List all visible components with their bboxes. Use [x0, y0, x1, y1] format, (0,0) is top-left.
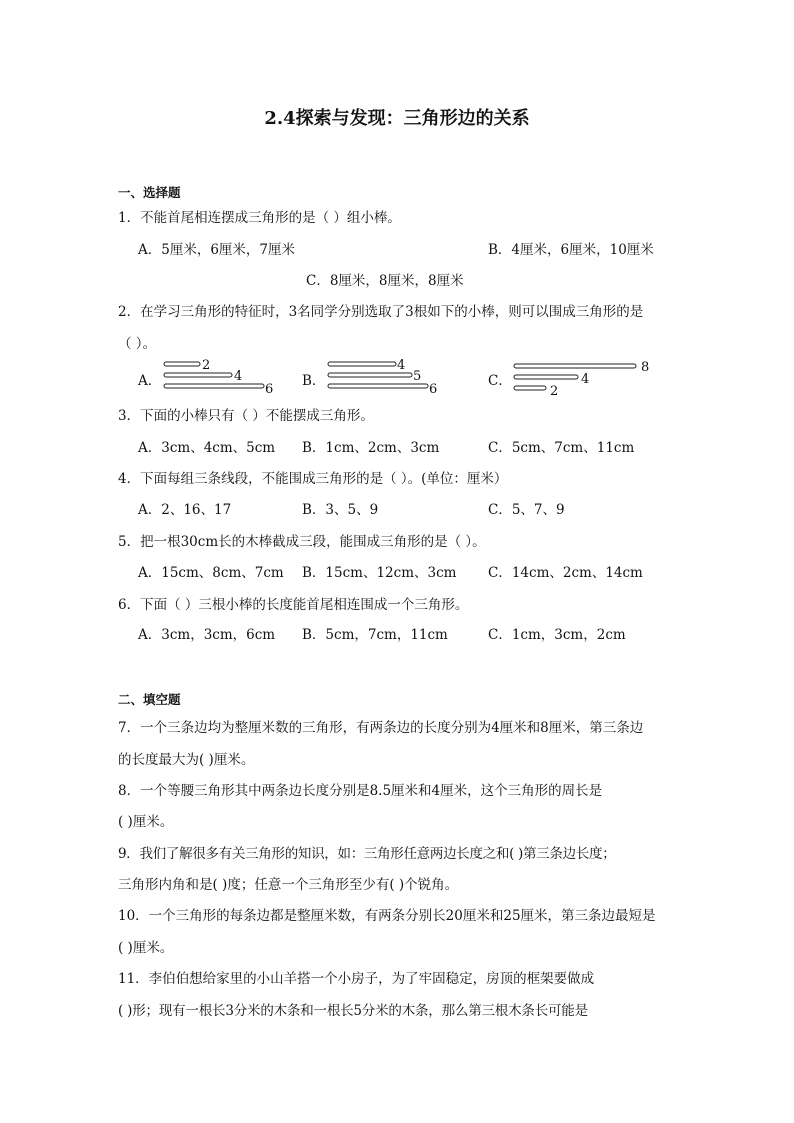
question-4-option-b: B．3、5、9	[302, 502, 379, 518]
stick-b-3	[328, 384, 428, 388]
question-4-option-c: C．5、7、9	[488, 502, 565, 518]
stick-c-2	[514, 375, 578, 379]
question-5-option-c: C．14cm、2cm、14cm	[488, 565, 643, 581]
question-9-line-1: 9．我们了解很多有关三角形的知识，如：三角形任意两边长度之和( )第三条边长度；	[118, 846, 616, 862]
question-3-option-c: C．5cm、7cm、11cm	[488, 440, 635, 456]
question-2-option-a: A．	[138, 373, 162, 389]
question-8-line-2: ( )厘米。	[118, 814, 174, 830]
question-4-option-a: A．2、16、17	[138, 502, 232, 518]
question-2-option-b: B．	[302, 373, 326, 389]
stick-a-2-label: 4	[234, 369, 243, 384]
stick-c-3	[514, 386, 546, 390]
question-6-option-b: B．5cm，7cm，11cm	[302, 627, 448, 643]
question-5-option-b: B．15cm、12cm、3cm	[302, 565, 457, 581]
stick-a-2	[164, 373, 232, 377]
question-1-option-b: B．4厘米，6厘米，10厘米	[488, 242, 654, 258]
question-11-line-2: ( )形；现有一根长3分米的木条和一根长5分米的木条，那么第三根木条长可能是	[118, 1003, 588, 1019]
stick-a-3	[164, 384, 264, 388]
question-2-option-c: C．	[488, 373, 512, 389]
stick-a-1	[164, 362, 200, 366]
question-10-line-2: ( )厘米。	[118, 940, 174, 956]
stick-c-1-label: 8	[641, 360, 650, 375]
question-9-line-2: 三角形内角和是( )度；任意一个三角形至少有( )个锐角。	[118, 877, 459, 893]
stick-c-3-label: 2	[550, 384, 559, 397]
question-1-option-a: A．5厘米，6厘米，7厘米	[138, 242, 296, 258]
stick-b-2-label: 5	[413, 369, 422, 384]
question-2-stem-cont: （ ）。	[118, 336, 157, 352]
question-2-sticks-c	[510, 355, 660, 397]
question-6-option-a: A．3cm，3cm，6cm	[138, 627, 276, 643]
question-7-line-2: 的长度最大为( )厘米。	[118, 752, 255, 768]
stick-b-1	[328, 362, 396, 366]
section-heading-fill: 二、填空题	[118, 692, 181, 707]
stick-a-3-label: 6	[265, 382, 274, 397]
question-1-option-c: C．8厘米，8厘米，8厘米	[306, 273, 464, 289]
question-6-option-c: C．1cm，3cm，2cm	[488, 627, 626, 643]
question-7-line-1: 7．一个三条边均为整厘米数的三角形，有两条边的长度分别为4厘米和8厘米，第三条边	[118, 720, 644, 736]
stick-b-3-label: 6	[429, 382, 438, 397]
stick-a-1-label: 2	[202, 358, 211, 373]
question-6-stem: 6．下面（ ）三根小棒的长度能首尾相连围成一个三角形。	[118, 597, 469, 613]
stick-c-2-label: 4	[581, 372, 590, 387]
question-2-sticks-b	[324, 355, 444, 397]
question-2-stem: 2．在学习三角形的特征时，3名同学分别选取了3根如下的小棒，则可以围成三角形的是	[118, 304, 644, 320]
question-11-line-1: 11．李伯伯想给家里的小山羊搭一个小房子，为了牢固稳定，房顶的框架要做成	[118, 971, 595, 987]
question-5-stem: 5．把一根30cm长的木棒截成三段，能围成三角形的是（ ）。	[118, 534, 486, 550]
stick-b-1-label: 4	[397, 358, 406, 373]
stick-b-2	[328, 373, 412, 377]
question-8-line-1: 8．一个等腰三角形其中两条边长度分别是8.5厘米和4厘米，这个三角形的周长是	[118, 783, 603, 799]
question-10-line-1: 10．一个三角形的每条边都是整厘米数，有两条分别长20厘米和25厘米，第三条边最短是	[118, 908, 656, 924]
question-3-option-a: A．3cm、4cm、5cm	[138, 440, 276, 456]
question-3-stem: 3．下面的小棒只有（ ）不能摆成三角形。	[118, 408, 374, 424]
question-4-stem: 4．下面每组三条线段，不能围成三角形的是（ ）。(单位：厘米）	[118, 471, 508, 487]
question-3-option-b: B．1cm、2cm、3cm	[302, 440, 440, 456]
question-1-stem: 1．不能首尾相连摆成三角形的是（ ）组小棒。	[118, 210, 401, 226]
section-heading-choice: 一、选择题	[118, 185, 181, 200]
stick-c-1	[514, 364, 636, 368]
question-2-sticks-a	[160, 355, 280, 397]
question-5-option-a: A．15cm、8cm、7cm	[138, 565, 284, 581]
page-title: 2.4探索与发现：三角形边的关系	[264, 108, 530, 129]
